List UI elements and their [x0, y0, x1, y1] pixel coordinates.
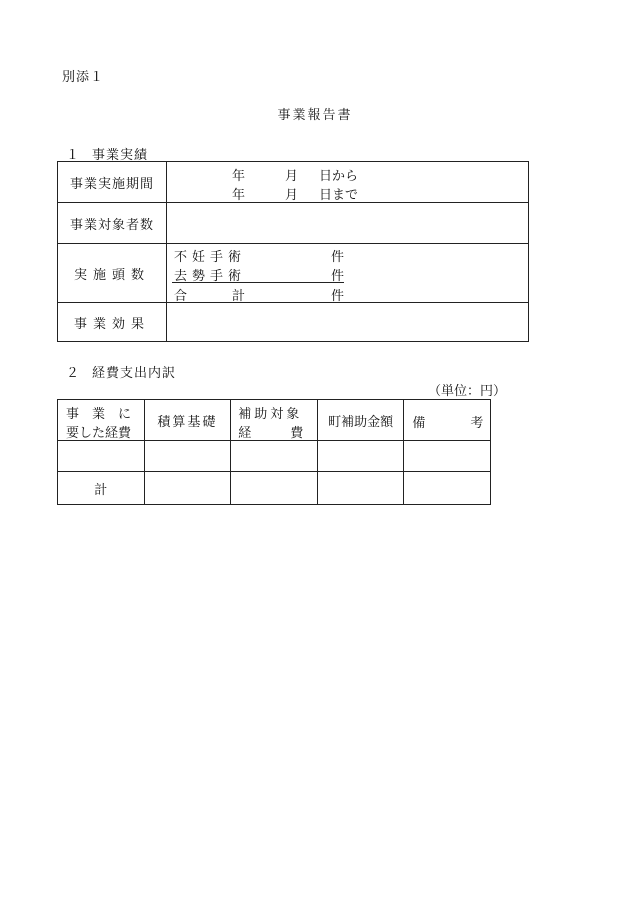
body-cell-remarks — [404, 441, 491, 472]
period-to-month: 月 — [285, 188, 299, 203]
header-town-subsidy: 町補助金額 — [317, 400, 404, 441]
section2-number: ２ — [66, 366, 81, 381]
period-to-day: 日まで — [319, 188, 359, 203]
total-label-a: 合 — [174, 289, 188, 304]
period-to-year: 年 — [232, 188, 246, 203]
subjects-value — [167, 203, 529, 244]
header-expense-line1: 事 業 に — [66, 407, 132, 422]
sterilization-unit: 件 — [331, 250, 345, 265]
body-cell-expense — [58, 441, 145, 472]
header-eligible — [231, 400, 318, 441]
period-value-cell — [167, 162, 529, 203]
attachment-label: 別添１ — [62, 70, 105, 85]
header-expense-line2: 要した経費 — [66, 426, 132, 441]
body-cell-subsidy — [317, 441, 404, 472]
expense-breakdown-table — [57, 399, 491, 505]
section1-title: 事業実績 — [92, 148, 149, 163]
total-cell-eligible — [231, 472, 318, 505]
header-remarks-b: 考 — [470, 416, 484, 431]
castration-row — [172, 266, 344, 283]
total-cell-remarks — [404, 472, 491, 505]
period-from-year: 年 — [232, 169, 246, 184]
total-cell-basis — [144, 472, 231, 505]
count-label: 実施頭数 — [58, 244, 167, 303]
header-basis: 積算基礎 — [144, 400, 231, 441]
subjects-label: 事業対象者数 — [58, 203, 167, 244]
effect-value — [167, 303, 529, 342]
unit-note: （単位：円） — [428, 384, 507, 399]
period-label: 事業実施期間 — [58, 162, 167, 203]
total-cell-subsidy — [317, 472, 404, 505]
body-cell-basis — [144, 441, 231, 472]
total-label-b: 計 — [232, 289, 246, 304]
total-unit: 件 — [331, 289, 345, 304]
period-from-month: 月 — [285, 169, 299, 184]
castration-label: 去勢手術 — [174, 269, 247, 284]
header-expense — [58, 400, 145, 441]
total-row-label: 計 — [58, 472, 145, 505]
count-value-cell — [167, 244, 529, 303]
section1-number: １ — [66, 148, 81, 163]
business-results-table — [57, 161, 529, 342]
header-remarks — [404, 400, 491, 441]
period-from-day: 日から — [319, 169, 359, 184]
sterilization-label: 不妊手術 — [174, 250, 247, 265]
header-eligible-line2: 経 費 — [238, 426, 304, 441]
castration-unit: 件 — [331, 269, 345, 284]
section2-title: 経費支出内訳 — [92, 366, 177, 381]
header-eligible-line1: 補助対象 — [238, 407, 303, 422]
page-title: 事業報告書 — [277, 108, 353, 123]
effect-label: 事業効果 — [58, 303, 167, 342]
header-remarks-a: 備 — [412, 416, 426, 431]
section2-heading — [66, 362, 176, 381]
body-cell-eligible — [231, 441, 318, 472]
